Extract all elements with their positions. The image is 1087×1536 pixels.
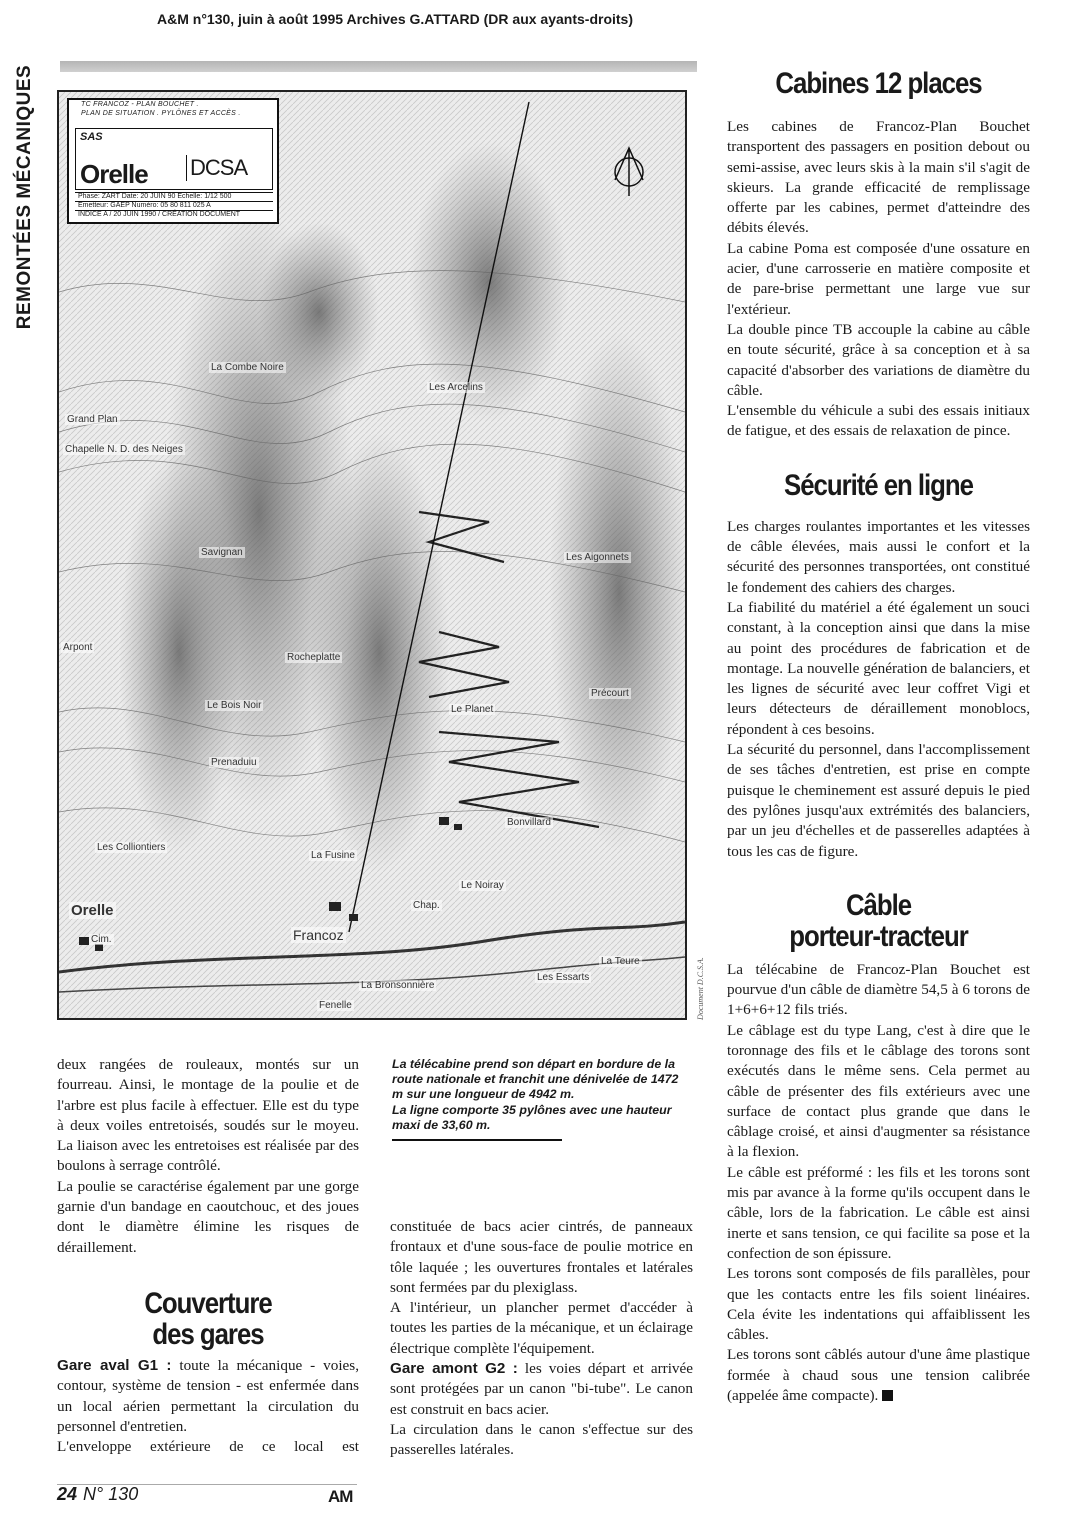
middle-column xyxy=(390,1217,693,1461)
map-label: Grand Plan xyxy=(67,414,118,425)
paragraph: L'ensemble du véhicule a subi des essais initiaux de fatigue, et des essais de relaxation de pince. xyxy=(727,402,1030,440)
map-label: Le Bois Noir xyxy=(207,700,262,711)
top-gray-bar xyxy=(60,61,697,72)
paragraph: deux rangées de rouleaux, montés sur un fourreau. Ainsi, le montage de la poulie et de l'arbre est plus facile à effectuer. Elle est du type à deux voiles entretoisés, soudés sur le moyeu. La liaison avec les entretoises est réalisée par des boulons à serrage contrôlé. xyxy=(57,1056,359,1175)
lead-gare-aval: Gare aval G1 : xyxy=(57,1356,172,1374)
map-label: Le Planet xyxy=(451,704,494,715)
paragraph: L'enveloppe extérieure de ce local est xyxy=(57,1438,359,1456)
paragraph-text: Les torons sont câblés autour d'une âme plastique formée à chaud sous une tension calibrée (appelée âme compacte). xyxy=(727,1346,1030,1405)
paragraph: constituée de bacs acier cintrés, de panneaux frontaux et d'une sous-face de poulie motrice en tôle laquée ; les ouvertures frontales et latérales sont fermées par du plexiglass. xyxy=(390,1218,693,1296)
caption-underline xyxy=(392,1139,562,1141)
map-label: Les Colliontiers xyxy=(97,842,166,853)
heading-securite: Sécurité en ligne xyxy=(784,468,973,502)
heading-couverture-line-1: Couverture xyxy=(144,1286,272,1320)
title-block-row-3: INDICE A / 20 JUIN 1990 / CRÉATION DOCUMENT xyxy=(75,210,273,219)
paragraph: La fiabilité du matériel a été également un souci constant, à la conception ainsi que dans la mise au point des procédures de fabrication et de montage. La nouvelle génération de balanciers, et les lignes de sécurité avec leur coffret Vigi et leurs détecteurs de déraillement monoblocs, répondent à ces besoins. xyxy=(727,598,1030,738)
paragraph: La sécurité du personnel, dans l'accomplissement de ses tâches d'entretien, est prise en compte puisque le cheminement est assuré depuis le pied des pylônes jusqu'aux extrémités des balanciers, par un jeu d'échelles et de passerelles adaptées à tous les cas de figure. xyxy=(727,741,1030,860)
end-of-article-icon xyxy=(882,1390,893,1401)
situation-map xyxy=(57,90,687,1020)
paragraph-text: les voies départ et arrivée sont protégées par un canon "bi-tube". Le canon est construit en bacs acier. xyxy=(390,1360,693,1418)
paragraph: Les cabines de Francoz-Plan Bouchet transportent des passagers en position debout ou semi-assise, avec leurs skis à la main s'il s'agit de skieurs. La grande efficacité de remplissage offerte par les cabines, permet d'atteindre des débits élevés. xyxy=(727,118,1030,237)
paragraph: La télécabine de Francoz-Plan Bouchet est pourvue d'un câble de diamètre 54,5 à 6 torons de 1+6+6+12 fils triés. xyxy=(727,960,1030,1019)
title-block-line-2: PLAN DE SITUATION . PYLÔNES ET ACCÈS . xyxy=(81,110,241,117)
map-label: Chapelle N. D. des Neiges xyxy=(65,444,183,455)
map-caption xyxy=(392,1057,692,1133)
map-title-block xyxy=(67,98,279,224)
dcsa-brand: DCSA xyxy=(186,155,247,181)
paragraph: La circulation dans le canon s'effectue sur des passerelles latérales. xyxy=(390,1420,693,1459)
paragraph: Les torons sont composés de fils parallèles, pour que les contacts entre les fils soient linéaires. Cela évite les indentations qui affaiblissent les câbles. xyxy=(727,1265,1030,1344)
paragraph: La poulie se caractérise également par une gorge garnie d'un bandage en caoutchouc, et des joues dont le diamètre élimine les risques de déraillement. xyxy=(57,1177,359,1256)
map-label: Chap. xyxy=(413,900,440,911)
map-label: Orelle xyxy=(71,902,114,919)
paragraph: La cabine Poma est composée d'une ossature en acier, d'une carrosserie en matière composite et de pare-brise permettant une large vue sur l'extérieur. xyxy=(727,239,1030,318)
section-side-label xyxy=(13,16,37,378)
paragraph: Les charges roulantes importantes et les vitesses de câble élevées, mais aussi le confort et la sécurité des personnes transportées, ont constitué le fondement des cahiers des charges. xyxy=(727,517,1030,596)
paragraph-last xyxy=(727,1345,1030,1406)
map-label: Francoz xyxy=(293,927,344,943)
caption-line-1: La télécabine prend son départ en bordure de la route nationale et franchit une dénivelée de 1472 m sur une longueur de 4942 m. xyxy=(392,1057,679,1102)
map-credit-text: Document D.C.S.A. xyxy=(695,956,705,1020)
map-label: Rocheplatte xyxy=(287,652,341,663)
archive-note: A&M n°130, juin à août 1995 Archives G.ATTARD (DR aux ayants-droits) xyxy=(157,11,633,27)
issue-number: N° 130 xyxy=(83,1484,139,1504)
caption-line-2: La ligne comporte 35 pylônes avec une hauteur maxi de 33,60 m. xyxy=(392,1102,672,1132)
map-label: Arpont xyxy=(63,642,93,653)
left-column xyxy=(57,1055,359,1457)
paragraph-text: toute la mécanique - voies, contour, système de tension - est enfermée dans un local aérien permettant la circulation du personnel d'entretien. xyxy=(57,1356,359,1435)
sas-logo: SAS xyxy=(80,131,103,143)
map-label: Bonvillard xyxy=(507,817,551,828)
right-column xyxy=(727,68,1030,1406)
map-label: Les Arcelins xyxy=(429,382,483,393)
map-label: Prenaduiu xyxy=(211,757,257,768)
title-block-line-1: TC FRANCOZ - PLAN BOUCHET . xyxy=(81,101,199,108)
paragraph: A l'intérieur, un plancher permet d'accéder à toutes les parties de la mécanique, et un éclairage électrique complète l'équipement. xyxy=(390,1299,693,1357)
map-label: La Combe Noire xyxy=(211,362,284,373)
map-credit xyxy=(693,948,707,1028)
map-label: Les Essarts xyxy=(537,972,590,983)
orelle-brand: Orelle xyxy=(80,159,148,189)
paragraph: La double pince TB accouple la cabine au câble en toute sécurité, grâce à sa conception et à sa capacité d'absorber des variations de diamètre du câble. xyxy=(727,320,1030,399)
map-label: Fenelle xyxy=(319,1000,352,1011)
title-block-row-2: Emetteur: GAEP Numéro: 05 80 811 025 A xyxy=(75,201,273,210)
section-side-label-text: REMONTÉES MÉCANIQUES xyxy=(14,64,36,330)
paragraph xyxy=(57,1356,359,1437)
magazine-logo: AM xyxy=(328,1487,353,1506)
title-block-rows xyxy=(75,192,273,219)
title-block-row-1: Phase: ZART Date: 20 JUIN 90 Echelle: 1/12 500 xyxy=(75,192,273,201)
map-label: Cim. xyxy=(91,934,112,945)
map-label: La Bronsonnière xyxy=(361,980,435,991)
map-label: Précourt xyxy=(591,688,629,699)
map-label: La Teure xyxy=(601,956,640,967)
map-label: Savignan xyxy=(201,547,243,558)
lead-gare-amont: Gare amont G2 : xyxy=(390,1360,518,1378)
heading-cabines: Cabines 12 places xyxy=(775,67,982,100)
map-label: Le Noiray xyxy=(461,880,504,891)
title-block-main xyxy=(75,128,273,190)
heading-cable-line-2: porteur-tracteur xyxy=(789,919,968,953)
paragraph: Le câble est préformé : les fils et les torons sont mis par avance à la forme qu'ils occupent dans le câble, lors de la fabrication. Le câble est ainsi inerte et sans tension, ce qui facilite sa pose et la confection de son épissure. xyxy=(727,1163,1030,1262)
page-number-value: 24 xyxy=(57,1484,78,1504)
paragraph xyxy=(390,1359,693,1420)
heading-couverture-line-2: des gares xyxy=(152,1317,264,1351)
page-number xyxy=(57,1484,138,1505)
map-label: Les Aigonnets xyxy=(566,552,629,563)
paragraph: Le câblage est du type Lang, c'est à dire que le toronnage des fils et le câblage des torons sont exécutés dans le même sens. Cela permet au câble de présenter des fils extérieurs avec une surface de contact plus grande que dans le câblage croisé, et ainsi d'augmenter sa résistance à la flexion. xyxy=(727,1021,1030,1161)
map-label: La Fusine xyxy=(311,850,355,861)
heading-cable-line-1: Câble xyxy=(845,888,912,922)
